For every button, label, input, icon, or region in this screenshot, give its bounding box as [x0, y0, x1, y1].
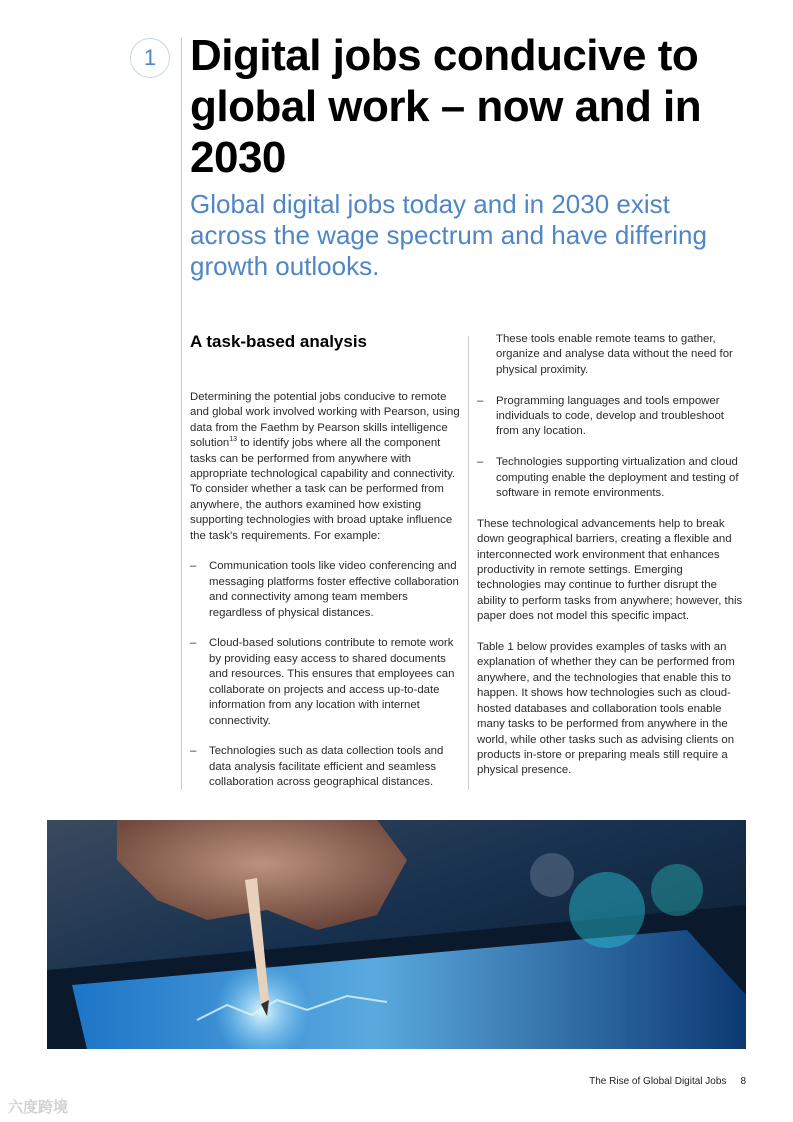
body-paragraph: Table 1 below provides examples of tasks with an explanation of whether they can be performed from anywhere, and the technologies that enable this to happen. It shows how technologies such as cloud-hosted databases and collaboration tools enable many tasks to be performed from anywhere in the world, while other tasks such as advising clients on products in-store or preparing meals still require a physical presence. — [477, 641, 735, 777]
section-heading: A task-based analysis — [190, 332, 368, 351]
footnote-ref[interactable]: 13 — [229, 436, 238, 444]
tablet-stylus-photo — [47, 820, 746, 1049]
bullet-list-left — [190, 559, 462, 790]
photo-illustration — [47, 820, 746, 1049]
page-subtitle: Global digital jobs today and in 2030 exist across the wage spectrum and have differing growth outlooks. — [190, 189, 707, 281]
page-footer — [589, 1076, 746, 1087]
page-number: 8 — [740, 1076, 746, 1087]
list-item: – Programming languages and tools empower individuals to code, develop and troubleshoot from any location. — [477, 394, 724, 438]
list-item: – Technologies such as data collection tools and data analysis facilitate efficient and seamless collaboration across geographical distances. — [190, 745, 444, 789]
dash-marker: – — [190, 560, 197, 573]
left-column — [190, 332, 462, 806]
dash-marker: – — [477, 394, 484, 407]
bullet-list-right — [477, 394, 749, 502]
list-item: – Cloud-based solutions contribute to remote work by providing easy access to shared documents and resources. This ensures that employees can collaborate on projects and access up-to-date information from any location with internet connectivity. — [190, 637, 455, 727]
dash-marker: – — [477, 456, 484, 469]
body-paragraph: These technological advancements help to break down geographical barriers, creating a flexible and interconnected work environment that enhances productivity in remote settings. Emerging technologies may continue to further disrupt the ability to perform tasks from anywhere; however, this paper does not model this specific impact. — [477, 517, 743, 623]
dash-marker: – — [190, 745, 197, 758]
bullet-continuation: These tools enable remote teams to gather, organize and analyse data without the need for physical proximity. — [496, 333, 733, 376]
dash-marker: – — [190, 637, 197, 650]
right-column — [477, 332, 749, 794]
column-divider — [468, 336, 469, 790]
chapter-number-badge: 1 — [130, 38, 170, 78]
list-item: – Communication tools like video conferencing and messaging platforms foster effective collaboration and connectivity among team members regardless of physical distances. — [190, 560, 459, 619]
page-title: Digital jobs conducive to global work – now and in 2030 — [190, 31, 702, 182]
intro-paragraph: Determining the potential jobs conducive to remote and global work involved working with Pearson, using data from the Faethm by Pearson skills intelligence solution$^{13}$ to identify jobs where all the component tasks can be performed from anywhere with appropriate technological capability and connectivity. To consider whether a task can be performed from anywhere, the authors examined how existing supporting technologies with broad uptake influence the task’s requirements. For example: — [190, 391, 460, 542]
vertical-divider — [181, 38, 182, 790]
list-item: – Technologies supporting virtualization and cloud computing enable the deployment and testing of software in remote environments. — [477, 456, 739, 500]
watermark: 六度跨境 — [8, 1099, 69, 1116]
footer-report-title: The Rise of Global Digital Jobs — [589, 1076, 727, 1087]
